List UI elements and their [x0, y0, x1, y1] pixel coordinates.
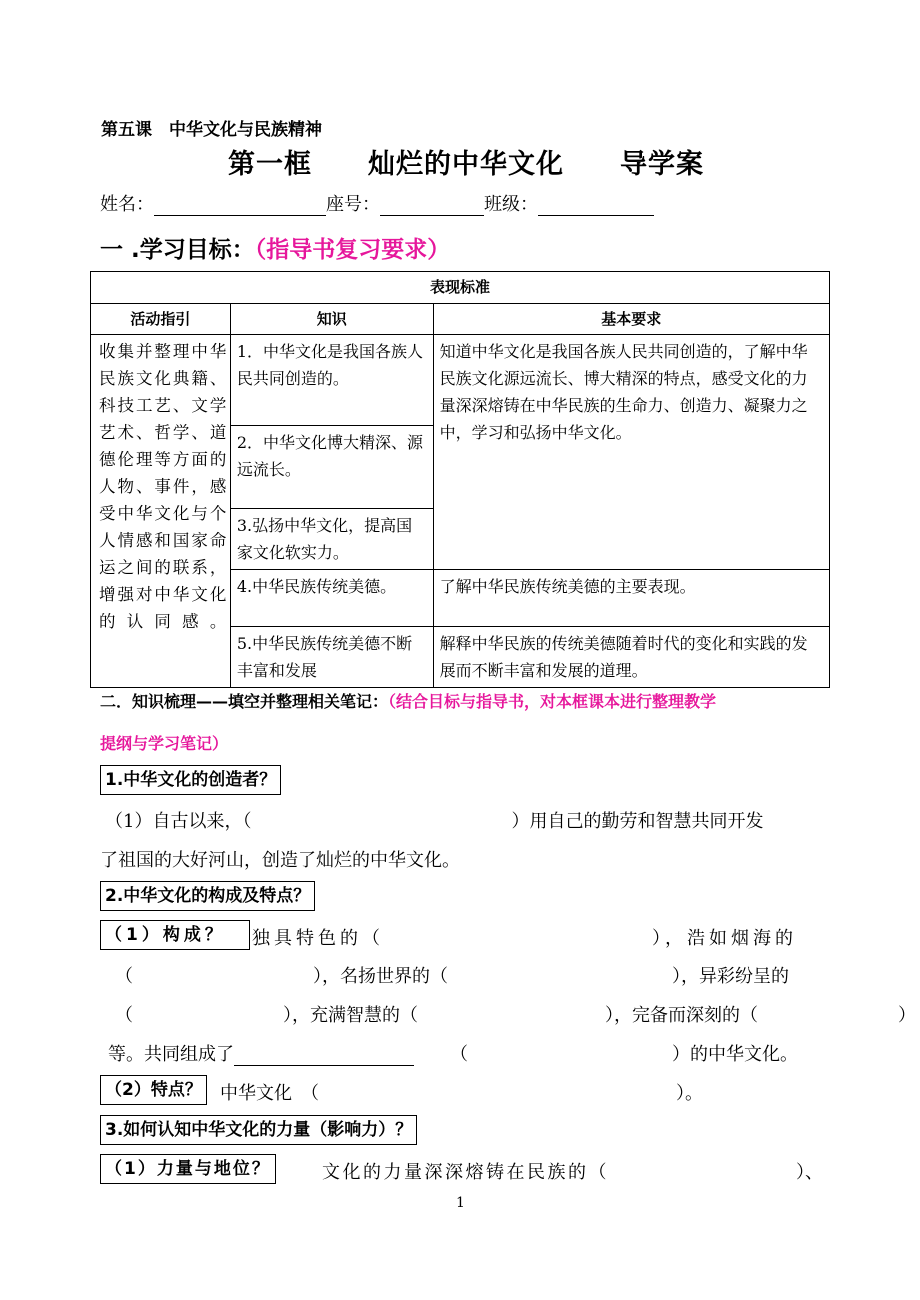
section1-note: （指导书复习要求） — [254, 237, 451, 263]
objectives-table — [90, 271, 830, 688]
section2-heading — [100, 689, 716, 712]
student-info-line — [100, 190, 654, 216]
q2-sub2-box: （2）特点？ — [100, 1075, 207, 1105]
seat-label: 座号： — [326, 194, 380, 215]
q3-l1-a: 文化的力量深深熔铸在民族的（ — [322, 1162, 609, 1183]
header-activity: 活动指引 — [91, 304, 231, 335]
q3-heading: 3.如何认知中华文化的力量（影响力）？ — [100, 1115, 417, 1145]
lesson-heading: 第五课 中华文化与民族精神 — [101, 120, 322, 140]
section2-note-cont: 提纲与学习笔记） — [100, 734, 229, 753]
q2-l2-a: （ — [115, 966, 133, 987]
knowledge-item: 4.中华民族传统美德。 — [230, 570, 433, 627]
q2-l4-c: ）的中华文化。 — [672, 1044, 798, 1065]
name-label: 姓名： — [100, 194, 154, 215]
requirement-item: 知道中华文化是我国各族人民共同创造的，了解中华民族文化源远流长、博大精深的特点，感受文化的力量深深熔铸在中华民族的生命力、创造力、凝聚力之中，学习和弘扬中华文化。 — [433, 335, 829, 570]
knowledge-item: 2．中华文化博大精深、源远流长。 — [230, 426, 433, 509]
q1-text-a: （1）自古以来，（ — [105, 811, 252, 832]
q1-line2: 了祖国的大好河山，创造了灿烂的中华文化。 — [100, 850, 460, 871]
seat-blank[interactable] — [380, 197, 484, 216]
q1-line1 — [105, 807, 763, 833]
table-caption: 表现标准 — [91, 272, 830, 304]
q2-l2-c: ），异彩纷呈的 — [672, 966, 789, 987]
q2-l3-b: ），充满智慧的（ — [283, 1005, 418, 1026]
q2-l5-b: ）。 — [676, 1083, 703, 1104]
q2-l3-a: （ — [115, 1005, 133, 1026]
q1-text-b: ）用自己的勤劳和智慧共同开发 — [511, 811, 764, 832]
name-blank[interactable] — [154, 197, 326, 216]
requirement-item: 了解中华民族传统美德的主要表现。 — [433, 570, 829, 627]
section1-title: 一 .学习目标： — [100, 237, 255, 263]
page-number: 1 — [456, 1195, 465, 1211]
q3-l1-b: ）、 — [796, 1162, 823, 1183]
q2-l4-a: 等。共同组成了 — [108, 1044, 234, 1065]
q2-sub1-box: （1）构成？ — [100, 920, 250, 950]
section2-title: 二．知识梳理——填空并整理相关笔记： — [100, 692, 389, 711]
requirement-item: 解释中华民族的传统美德随着时代的变化和实践的发展而不断丰富和发展的道理。 — [433, 627, 829, 688]
knowledge-item: 5.中华民族传统美德不断丰富和发展 — [230, 627, 433, 688]
q2-l5-a: 中华文化 （ — [220, 1083, 319, 1104]
q2-l2-b: ），名扬世界的（ — [313, 966, 448, 987]
q2-heading: 2.中华文化的构成及特点？ — [100, 881, 315, 911]
knowledge-item: 3.弘扬中华文化，提高国家文化软实力。 — [230, 509, 433, 570]
q1-heading: 1.中华文化的创造者？ — [100, 765, 281, 795]
q2-l3-c: ），完备而深刻的（ — [605, 1005, 758, 1026]
q2-l4-b: （ — [450, 1044, 468, 1065]
q2-l1-b: ），浩如烟海的 — [652, 928, 797, 949]
q2-l1-a: 独具特色的（ — [252, 928, 384, 949]
section2-note: （结合目标与指导书，对本框课本进行整理教学 — [388, 692, 717, 711]
section1-heading — [100, 231, 450, 264]
q2-l3-d: ） — [898, 1005, 916, 1026]
class-label: 班级： — [484, 194, 538, 215]
q2-l4 — [108, 1040, 414, 1066]
knowledge-item: 1．中华文化是我国各族人民共同创造的。 — [230, 335, 433, 426]
q3-sub1-box: （1）力量与地位？ — [100, 1154, 276, 1184]
activity-cell: 收集并整理中华民族文化典籍、科技工艺、文学艺术、哲学、道德伦理等方面的人物、事件，感受中华文化与个人情感和国家命运之间的联系，增强对中华文化的认同感。 — [91, 335, 231, 688]
q2-l4-blank[interactable] — [234, 1047, 414, 1066]
class-blank[interactable] — [538, 197, 654, 216]
header-requirement: 基本要求 — [433, 304, 829, 335]
header-knowledge: 知识 — [230, 304, 433, 335]
page-title: 第一框 灿烂的中华文化 导学案 — [228, 149, 704, 180]
